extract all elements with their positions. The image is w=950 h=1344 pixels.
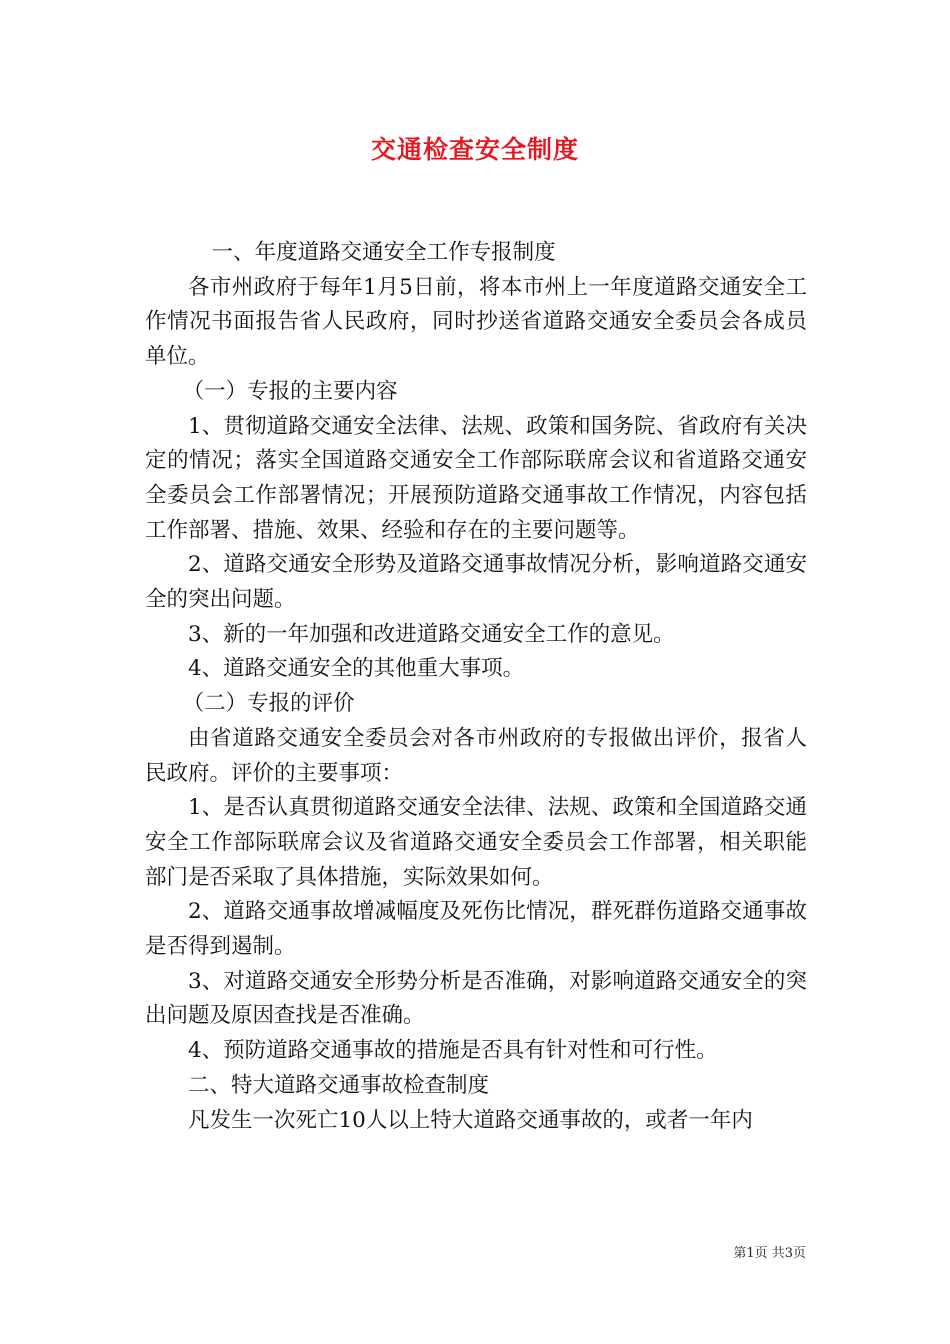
section-heading: 二、特大道路交通事故检查制度 [188, 1072, 490, 1098]
subsection-heading: （一）专报的主要内容 [182, 378, 398, 404]
body-paragraph: 由省道路交通安全委员会对各市州政府的专报做出评价，报省人民政府。评价的主要事项： [145, 725, 807, 786]
list-item: 3、新的一年加强和改进道路交通安全工作的意见。 [188, 621, 675, 647]
page-title: 交通检查安全制度 [370, 135, 579, 164]
list-item: 1、是否认真贯彻道路交通安全法律、法规、政策和全国道路交通安全工作部际联席会议及省道路交通安全委员会工作部署，相关职能部门是否采取了具体措施，实际效果如何。 [145, 795, 807, 890]
body-paragraph: 各市州政府于每年1月5日前，将本市州上一年度道路交通安全工作情况书面报告省人民政府，同时抄送省道路交通安全委员会各成员单位。 [145, 274, 807, 370]
list-item: 4、道路交通安全的其他重大事项。 [188, 656, 525, 682]
document-body [145, 236, 807, 1138]
subsection-heading: （二）专报的评价 [182, 691, 355, 717]
list-item: 2、道路交通事故增减幅度及死伤比情况，群死群伤道路交通事故是否得到遏制。 [145, 899, 807, 960]
list-item: 1、贯彻道路交通安全法律、法规、政策和国务院、省政府有关决定的情况；落实全国道路交通安全工作部际联席会议和省道路交通安全委员会工作部署情况；开展预防道路交通事故工作情况，内容包括工作部署、措施、效果、经验和存在的主要问题等。 [145, 413, 807, 543]
section-heading: 一、年度道路交通安全工作专报制度 [211, 240, 556, 265]
page-number: 第1页 共3页 [733, 1246, 806, 1261]
body-paragraph: 凡发生一次死亡10人以上特大道路交通事故的，或者一年内 [188, 1107, 753, 1133]
list-item: 2、道路交通安全形势及道路交通事故情况分析，影响道路交通安全的突出问题。 [145, 552, 807, 613]
list-item: 3、对道路交通安全形势分析是否准确，对影响道路交通安全的突出问题及原因查找是否准确。 [145, 968, 807, 1029]
list-item: 4、预防道路交通事故的措施是否具有针对性和可行性。 [188, 1038, 718, 1064]
